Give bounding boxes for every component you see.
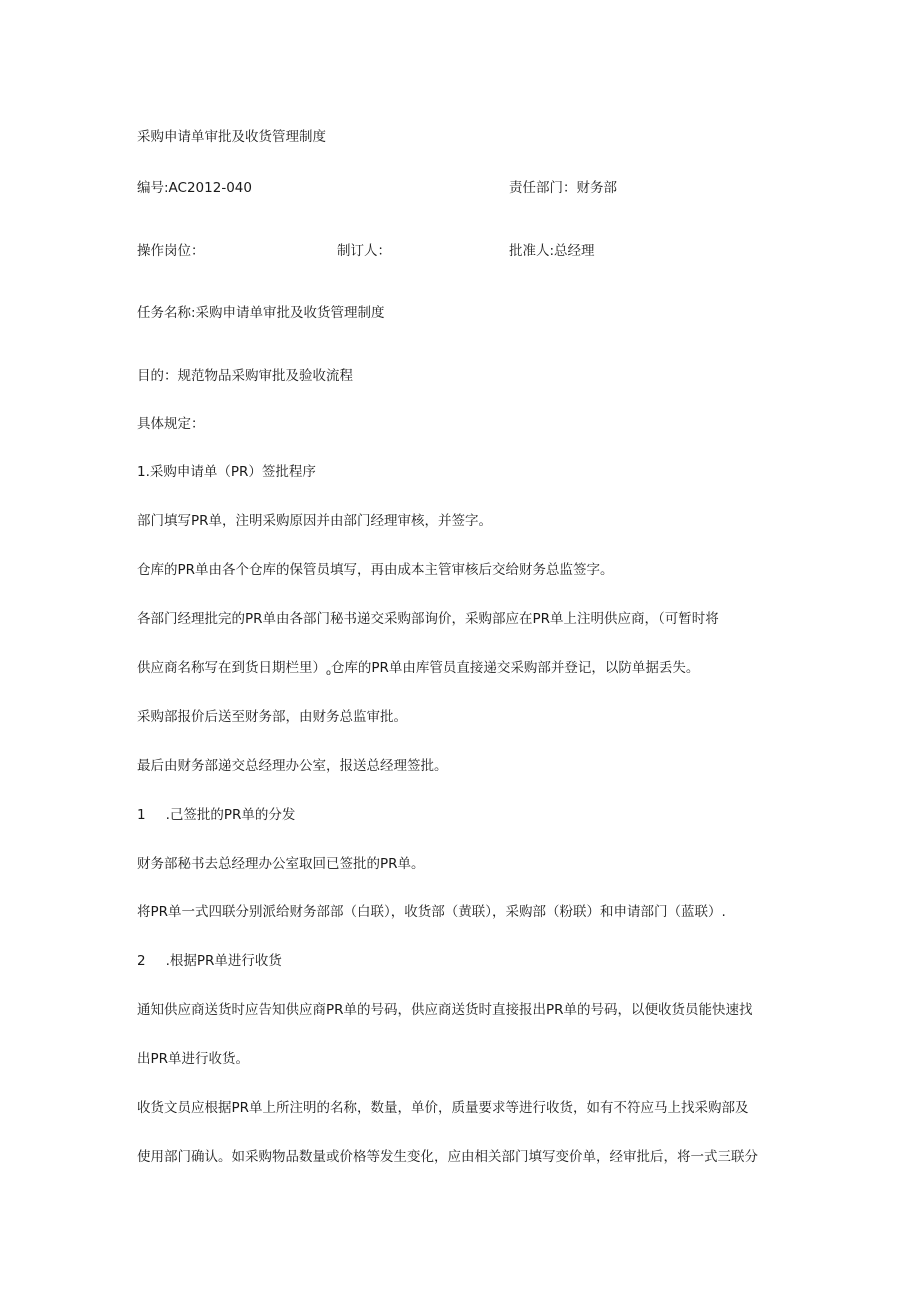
paragraph-fragment: 供应商名称写在到货日期栏里）	[137, 660, 326, 676]
section-3-paragraph: 使用部门确认。如采购物品数量或价格等发生变化，应由相关部门填写变价单，经审批后，将一式三联分	[137, 1149, 758, 1165]
section-2-paragraph: 财务部秘书去总经理办公室取回已签批的PR单。	[137, 856, 425, 872]
section-number: 2	[137, 953, 146, 969]
document-title: 采购申请单审批及收货管理制度	[137, 129, 326, 145]
section-3-paragraph: 出PR单进行收货。	[137, 1051, 250, 1067]
task-name: 任务名称:采购申请单审批及收货管理制度	[137, 305, 385, 321]
section-1-paragraph: 部门填写PR单，注明采购原因并由部门经理审核，并签字。	[137, 513, 493, 529]
section-number: 1	[137, 807, 146, 823]
approver-field: 批准人:总经理	[509, 243, 595, 259]
author-field: 制订人：	[337, 243, 391, 259]
section-1-paragraph	[137, 659, 699, 682]
section-heading-text: .己签批的PR单的分发	[165, 807, 296, 823]
section-2-heading	[137, 806, 295, 824]
section-2-paragraph: 将PR单一式四联分别派给财务部部（白联），收货部（黄联），采购部（粉联）和申请部门（蓝联）.	[137, 904, 726, 920]
section-3-paragraph: 收货文员应根据PR单上所注明的名称，数量，单价，质量要求等进行收货，如有不符应马上找采购部及	[137, 1100, 749, 1116]
section-3-paragraph: 通知供应商送货时应告知供应商PR单的号码，供应商送货时直接报出PR单的号码，以便收货员能快速找	[137, 1002, 753, 1018]
section-3-heading	[137, 952, 282, 970]
responsible-department: 责任部门：财务部	[509, 180, 617, 196]
paragraph-fragment: 仓库的PR单由库管员直接递交采购部并登记，以防单据丢失。	[330, 660, 700, 676]
document-code: 编号:AC2012-040	[137, 180, 252, 196]
section-1-paragraph: 采购部报价后送至财务部，由财务总监审批。	[137, 709, 407, 725]
section-1-paragraph: 最后由财务部递交总经理办公室，报送总经理签批。	[137, 758, 448, 774]
subscript-mark: o	[326, 668, 331, 677]
purpose: 目的：规范物品采购审批及验收流程	[137, 368, 353, 384]
section-1-paragraph: 仓库的PR单由各个仓库的保管员填写，再由成本主管审核后交给财务总监签字。	[137, 562, 614, 578]
section-1-heading: 1.采购申请单（PR）签批程序	[137, 464, 316, 480]
rules-heading: 具体规定：	[137, 416, 205, 432]
section-1-paragraph: 各部门经理批完的PR单由各部门秘书递交采购部询价，采购部应在PR单上注明供应商，（可暂时将	[137, 611, 719, 627]
section-heading-text: .根据PR单进行收货	[165, 953, 282, 969]
operation-post: 操作岗位：	[137, 243, 205, 259]
